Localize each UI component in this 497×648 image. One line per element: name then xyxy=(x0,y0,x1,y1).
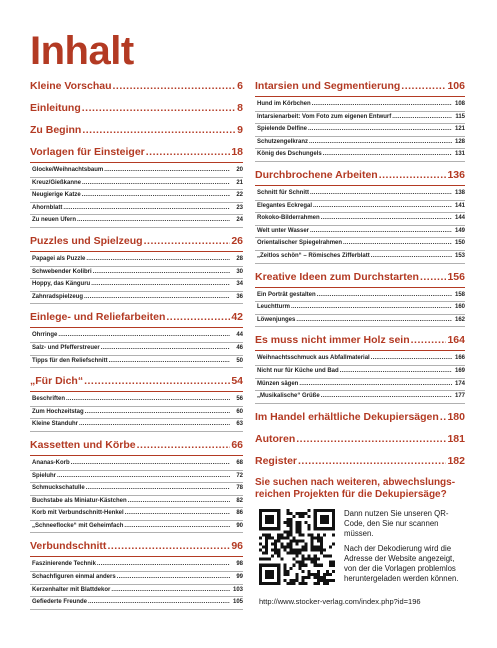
entry-page: 121 xyxy=(454,126,465,133)
entry-title: „Schneeflocke“ mit Geheimfach xyxy=(32,522,124,529)
dot-leader xyxy=(82,124,236,137)
dot-leader xyxy=(420,271,447,284)
entry-title: Welt unter Wasser xyxy=(257,227,310,234)
toc-section-puzzles-und-spielzeug xyxy=(30,235,243,304)
dot-leader xyxy=(323,149,452,161)
dot-leader xyxy=(93,267,230,279)
dot-leader xyxy=(343,238,452,250)
dot-leader xyxy=(128,496,230,508)
entry-page: 158 xyxy=(454,291,465,298)
entry-page: 90 xyxy=(236,522,243,529)
entry-title: Schutzengelkranz xyxy=(257,138,309,145)
chapter-page: 42 xyxy=(231,311,243,324)
entry-page: 82 xyxy=(236,497,243,504)
entry-page: 98 xyxy=(236,561,243,568)
chapter-title: Intarsien und Segmentierung xyxy=(255,80,401,92)
entry-page: 103 xyxy=(232,586,243,593)
chapter-page: 182 xyxy=(447,454,465,467)
entry-page: 24 xyxy=(236,217,243,224)
chapter-title: „Für Dich“ xyxy=(30,375,84,388)
entry-page: 30 xyxy=(236,268,243,275)
toc-chapter-heading[interactable] xyxy=(30,102,243,117)
dot-leader xyxy=(312,99,452,111)
chapter-page: 8 xyxy=(237,102,243,114)
entry-title: Buchstabe als Miniatur-Kästchen xyxy=(32,497,127,504)
entry-page: 46 xyxy=(236,344,243,351)
entry-page: 50 xyxy=(236,357,243,364)
entry-title: Weihnachtsschmuck aus Abfallmaterial xyxy=(257,355,370,362)
toc-entry[interactable] xyxy=(255,99,465,112)
toc-chapter-heading[interactable] xyxy=(30,540,243,557)
dot-leader xyxy=(66,394,230,406)
dot-leader xyxy=(77,215,230,227)
promo-text-scan: Dann nutzen Sie unseren QR-Code, den Sie nur scannen müssen. xyxy=(344,508,449,538)
toc-chapter-heading[interactable] xyxy=(30,80,243,95)
entry-page: 105 xyxy=(232,599,243,606)
toc-chapter-heading[interactable] xyxy=(30,124,243,139)
chapter-page: 164 xyxy=(447,334,465,347)
toc-entry[interactable] xyxy=(30,330,243,343)
entry-title: Nicht nur für Küche und Bad xyxy=(257,367,339,374)
entry-title: Papagei als Puzzle xyxy=(32,255,86,262)
entry-title: Rokoko-Bilderrahmen xyxy=(257,215,320,222)
dot-leader xyxy=(58,330,230,342)
entry-page: 115 xyxy=(455,113,465,120)
entry-title: Schachfiguren einmal anders xyxy=(32,574,116,581)
toc-entry[interactable] xyxy=(255,137,465,150)
toc-section-kassetten-und-koerbe xyxy=(30,439,243,534)
entry-page: 174 xyxy=(454,380,465,387)
chapter-title: Kleine Vorschau xyxy=(30,80,112,92)
toc-chapter-heading[interactable] xyxy=(30,146,243,163)
toc-entry[interactable] xyxy=(30,597,243,610)
entry-title: Zahnradspielzeug xyxy=(32,293,84,300)
promo-text-download: Nach der Dekodierung wird die Adresse der Website angezeigt, von der die Vorlagen problemlos heruntergeladen werden können. xyxy=(344,543,459,583)
entry-title: Zum Hochzeitstag xyxy=(32,408,84,415)
entry-title: Zu neuen Ufern xyxy=(32,217,77,224)
toc-entry[interactable] xyxy=(30,165,243,178)
dot-leader xyxy=(111,585,230,597)
chapter-title: Durchbrochene Arbeiten xyxy=(255,168,378,181)
toc-section-zu-beginn xyxy=(30,124,243,139)
entry-title: Kreuz/Gießkanne xyxy=(32,179,82,186)
toc-entry[interactable] xyxy=(30,407,243,420)
toc-chapter-heading[interactable] xyxy=(255,411,465,426)
entry-page: 166 xyxy=(454,355,465,362)
entry-title: Tipps für den Reliefschnitt xyxy=(32,357,108,364)
entry-title: Beschriften xyxy=(32,396,66,403)
chapter-page: 6 xyxy=(237,80,243,92)
chapter-page: 54 xyxy=(231,375,243,388)
toc-entry[interactable] xyxy=(255,302,465,315)
toc-entry[interactable] xyxy=(255,379,465,392)
toc-entry[interactable] xyxy=(255,251,465,264)
promo-url-link[interactable]: http://www.stocker-verlag.com/index.php?id=196 xyxy=(259,596,421,606)
chapter-page: 181 xyxy=(447,432,465,445)
entry-page: 150 xyxy=(454,240,465,247)
toc-section-kreative-ideen-zum-durchstarten xyxy=(255,271,465,328)
entry-page: 28 xyxy=(236,255,243,262)
chapter-page: 66 xyxy=(231,438,243,451)
dot-leader xyxy=(308,124,452,136)
toc-chapter-heading[interactable] xyxy=(255,433,465,448)
entry-page: 153 xyxy=(454,252,465,259)
dot-leader xyxy=(321,213,452,225)
toc-section-im-handel-erhaeltliche-dekupiersaegen xyxy=(255,411,465,426)
entry-page: 86 xyxy=(236,510,243,517)
dot-leader xyxy=(371,353,452,365)
chapter-page: 180 xyxy=(447,410,465,423)
entry-page: 44 xyxy=(236,332,243,339)
dot-leader xyxy=(298,455,446,468)
chapter-title: Zu Beginn xyxy=(30,124,82,136)
entry-title: Münzen sägen xyxy=(257,380,299,387)
dot-leader xyxy=(299,379,452,391)
toc-entry[interactable] xyxy=(30,279,243,292)
entry-page: 169 xyxy=(454,367,465,374)
entry-title: Neugierige Katze xyxy=(32,192,81,199)
entry-page: 144 xyxy=(454,215,465,222)
toc-entry[interactable] xyxy=(30,343,243,356)
toc-section-fuer-dich xyxy=(30,375,243,432)
toc-entry[interactable] xyxy=(30,559,243,572)
entry-page: 141 xyxy=(454,202,465,209)
toc-section-autoren xyxy=(255,433,465,448)
toc-entry[interactable] xyxy=(30,419,243,432)
chapter-page: 156 xyxy=(447,270,465,283)
entry-title: „Zeitlos schön“ – Römisches Zifferblatt xyxy=(257,252,370,259)
promo-heading xyxy=(255,477,465,502)
dot-leader xyxy=(144,235,231,248)
toc-section-register xyxy=(255,455,465,470)
toc-entry[interactable] xyxy=(255,188,465,201)
dot-leader xyxy=(392,112,452,124)
toc-entry[interactable] xyxy=(255,315,465,328)
entry-page: 34 xyxy=(236,281,243,288)
entry-page: 160 xyxy=(454,304,465,311)
entry-page: 78 xyxy=(236,485,243,492)
toc-entry[interactable] xyxy=(30,190,243,203)
entry-title: Ein Porträt gestalten xyxy=(257,291,316,298)
entry-title: Korb mit Verbundschnitt-Henkel xyxy=(32,510,124,517)
entry-page: 72 xyxy=(236,472,243,479)
toc-entry[interactable] xyxy=(30,292,243,305)
chapter-page: 106 xyxy=(447,80,465,92)
entry-title: Elegantes Eckregal xyxy=(257,202,313,209)
chapter-title: Vorlagen für Einsteiger xyxy=(30,146,145,158)
toc-entry[interactable] xyxy=(30,471,243,484)
toc-entry[interactable] xyxy=(30,508,243,521)
entry-title: Leuchtturm xyxy=(257,304,290,311)
entry-title: Ahornblatt xyxy=(32,204,63,211)
entry-page: 22 xyxy=(236,192,243,199)
toc-entry[interactable] xyxy=(30,496,243,509)
toc-entry[interactable] xyxy=(255,149,465,162)
chapter-page: 26 xyxy=(231,234,243,247)
dot-leader xyxy=(82,102,236,115)
entry-title: König des Dschungels xyxy=(257,151,322,158)
entry-title: Kleine Standuhr xyxy=(32,421,79,428)
toc-entry[interactable] xyxy=(30,483,243,496)
chapter-title: Einlege- und Reliefarbeiten xyxy=(30,311,166,324)
entry-title: Faszinierende Technik xyxy=(32,561,96,568)
dot-leader xyxy=(296,315,452,327)
entry-page: 36 xyxy=(236,293,243,300)
toc-chapter-heading[interactable] xyxy=(30,375,243,392)
toc-section-durchbrochene-arbeiten xyxy=(255,169,465,264)
entry-title: Ohrringe xyxy=(32,332,58,339)
toc-entry[interactable] xyxy=(255,226,465,239)
dot-leader xyxy=(309,137,452,149)
dot-leader xyxy=(340,366,452,378)
entry-title: Schnitt für Schnitt xyxy=(257,189,309,196)
dot-leader xyxy=(84,292,230,304)
page-title: Inhalt xyxy=(30,29,134,73)
entry-page: 131 xyxy=(454,151,465,158)
toc-entry[interactable] xyxy=(30,458,243,471)
dot-leader xyxy=(310,226,452,238)
toc-entry[interactable] xyxy=(30,203,243,216)
entry-page: 68 xyxy=(236,459,243,466)
dot-leader xyxy=(104,165,230,177)
promo-text xyxy=(344,509,462,589)
toc-entry[interactable] xyxy=(30,585,243,598)
chapter-page: 96 xyxy=(231,540,243,553)
entry-title: Spieluhr xyxy=(32,472,57,479)
dot-leader xyxy=(109,356,230,368)
toc-chapter-heading[interactable] xyxy=(255,455,465,470)
dot-leader xyxy=(321,391,452,403)
entry-title: Kerzenhalter mit Blattdekor xyxy=(32,586,111,593)
dot-leader xyxy=(79,419,230,431)
chapter-title: Einleitung xyxy=(30,102,81,114)
dot-leader xyxy=(371,251,452,263)
toc-entry[interactable] xyxy=(255,353,465,366)
toc-entry[interactable] xyxy=(30,394,243,407)
entry-page: 99 xyxy=(236,574,243,581)
entry-page: 162 xyxy=(454,316,465,323)
entry-page: 177 xyxy=(454,393,465,400)
chapter-title: Es muss nicht immer Holz sein xyxy=(255,334,410,347)
chapter-title: Im Handel erhältliche Dekupiersägen xyxy=(255,410,439,423)
toc-right-column xyxy=(255,80,465,606)
entry-page: 20 xyxy=(236,167,243,173)
entry-title: Salz- und Pfefferstreuer xyxy=(32,344,100,351)
dot-leader xyxy=(97,559,230,571)
dot-leader xyxy=(86,483,230,495)
promo-heading-line2: reichen Projekten für die Dekupiersäge? xyxy=(255,489,447,501)
dot-leader xyxy=(166,311,230,324)
entry-title: Schwebender Kolibri xyxy=(32,268,92,275)
dot-leader xyxy=(57,471,230,483)
dot-leader xyxy=(379,169,447,182)
dot-leader xyxy=(91,279,230,291)
entry-page: 21 xyxy=(236,179,243,186)
toc-chapter-heading[interactable] xyxy=(30,235,243,252)
dot-leader xyxy=(82,178,230,190)
toc-entry[interactable] xyxy=(255,201,465,214)
entry-title: Intarsienarbeit: Vom Foto zum eigenen Entwurf xyxy=(257,113,392,120)
toc-entry[interactable] xyxy=(30,521,243,534)
promo-heading-line1: Sie suchen nach weiteren, abwechslungs- xyxy=(255,476,456,488)
dot-leader xyxy=(411,334,447,347)
entry-page: 60 xyxy=(236,408,243,415)
entry-title: Orientalischer Spiegelrahmen xyxy=(257,240,343,247)
toc-section-es-muss-nicht-immer-holz-sein xyxy=(255,334,465,403)
entry-page: 149 xyxy=(454,227,465,234)
dot-leader xyxy=(401,80,446,93)
toc-entry[interactable] xyxy=(30,178,243,191)
toc-left-column xyxy=(30,80,243,617)
dot-leader xyxy=(101,343,230,355)
toc-chapter-heading[interactable] xyxy=(30,439,243,456)
dot-leader xyxy=(313,201,452,213)
toc-right-sections xyxy=(255,80,465,470)
dot-leader xyxy=(291,302,452,314)
toc-entry[interactable] xyxy=(255,213,465,226)
promo-box xyxy=(255,477,465,606)
toc-section-verbundschnitt xyxy=(30,540,243,609)
toc-entry[interactable] xyxy=(30,356,243,369)
dot-leader xyxy=(310,188,452,200)
dot-leader xyxy=(88,597,230,609)
toc-section-kleine-vorschau xyxy=(30,80,243,95)
chapter-page: 136 xyxy=(447,168,465,181)
entry-title: Hoppy, das Känguru xyxy=(32,281,91,288)
entry-page: 56 xyxy=(236,396,243,403)
entry-page: 128 xyxy=(454,138,465,145)
entry-title: Löwenjunges xyxy=(257,316,296,323)
dot-leader xyxy=(63,203,230,215)
dot-leader xyxy=(84,375,230,388)
toc-chapter-heading[interactable] xyxy=(255,169,465,186)
dot-leader xyxy=(146,146,231,159)
dot-leader xyxy=(440,411,447,424)
toc-section-einlege-und-reliefarbeiten xyxy=(30,311,243,368)
dot-leader xyxy=(86,254,230,266)
dot-leader xyxy=(117,572,230,584)
toc-entry[interactable] xyxy=(30,267,243,280)
chapter-page: 18 xyxy=(231,146,243,158)
dot-leader xyxy=(317,290,452,302)
dot-leader xyxy=(71,458,230,470)
chapter-title: Kreative Ideen zum Durchstarten xyxy=(255,270,419,283)
entry-page: 63 xyxy=(236,421,243,428)
toc-entry[interactable] xyxy=(255,391,465,404)
entry-page: 138 xyxy=(454,189,465,196)
chapter-title: Register xyxy=(255,454,298,467)
toc-entry[interactable] xyxy=(255,124,465,137)
dot-leader xyxy=(107,540,230,553)
toc-entry[interactable] xyxy=(30,215,243,228)
toc-entry[interactable] xyxy=(255,366,465,379)
toc-entry[interactable] xyxy=(30,572,243,585)
dot-leader xyxy=(296,433,446,446)
entry-title: „Musikalische“ Grüße xyxy=(257,393,320,400)
toc-section-einleitung xyxy=(30,102,243,117)
chapter-title: Kassetten und Körbe xyxy=(30,438,136,451)
toc-section-vorlagen-fuer-einsteiger xyxy=(30,146,243,228)
dot-leader xyxy=(137,439,231,452)
entry-title: Schmuckschatulle xyxy=(32,485,85,492)
entry-title: Glocke/Weihnachtsbaum xyxy=(32,167,104,173)
toc-chapter-heading[interactable] xyxy=(30,311,243,328)
dot-leader xyxy=(125,508,230,520)
dot-leader xyxy=(124,521,230,533)
entry-title: Ananas-Korb xyxy=(32,459,70,466)
toc-chapter-heading[interactable] xyxy=(255,80,465,97)
dot-leader xyxy=(113,80,237,93)
chapter-title: Puzzles und Spielzeug xyxy=(30,234,143,247)
toc-chapter-heading[interactable] xyxy=(255,334,465,351)
toc-entry[interactable] xyxy=(255,112,465,125)
entry-title: Gefiederte Freunde xyxy=(32,599,88,606)
entry-title: Spielende Delfine xyxy=(257,126,308,133)
qr-code-icon[interactable] xyxy=(259,509,335,585)
chapter-page: 9 xyxy=(237,124,243,136)
dot-leader xyxy=(85,407,230,419)
dot-leader xyxy=(82,190,230,202)
toc-entry[interactable] xyxy=(255,238,465,251)
chapter-title: Autoren xyxy=(255,432,296,445)
entry-title: Hund im Körbchen xyxy=(257,101,311,107)
toc-entry[interactable] xyxy=(255,290,465,303)
toc-section-intarsien-und-segmentierung xyxy=(255,80,465,162)
entry-page: 108 xyxy=(454,101,465,107)
toc-entry[interactable] xyxy=(30,254,243,267)
toc-chapter-heading[interactable] xyxy=(255,271,465,288)
entry-page: 23 xyxy=(236,204,243,211)
chapter-title: Verbundschnitt xyxy=(30,540,107,553)
